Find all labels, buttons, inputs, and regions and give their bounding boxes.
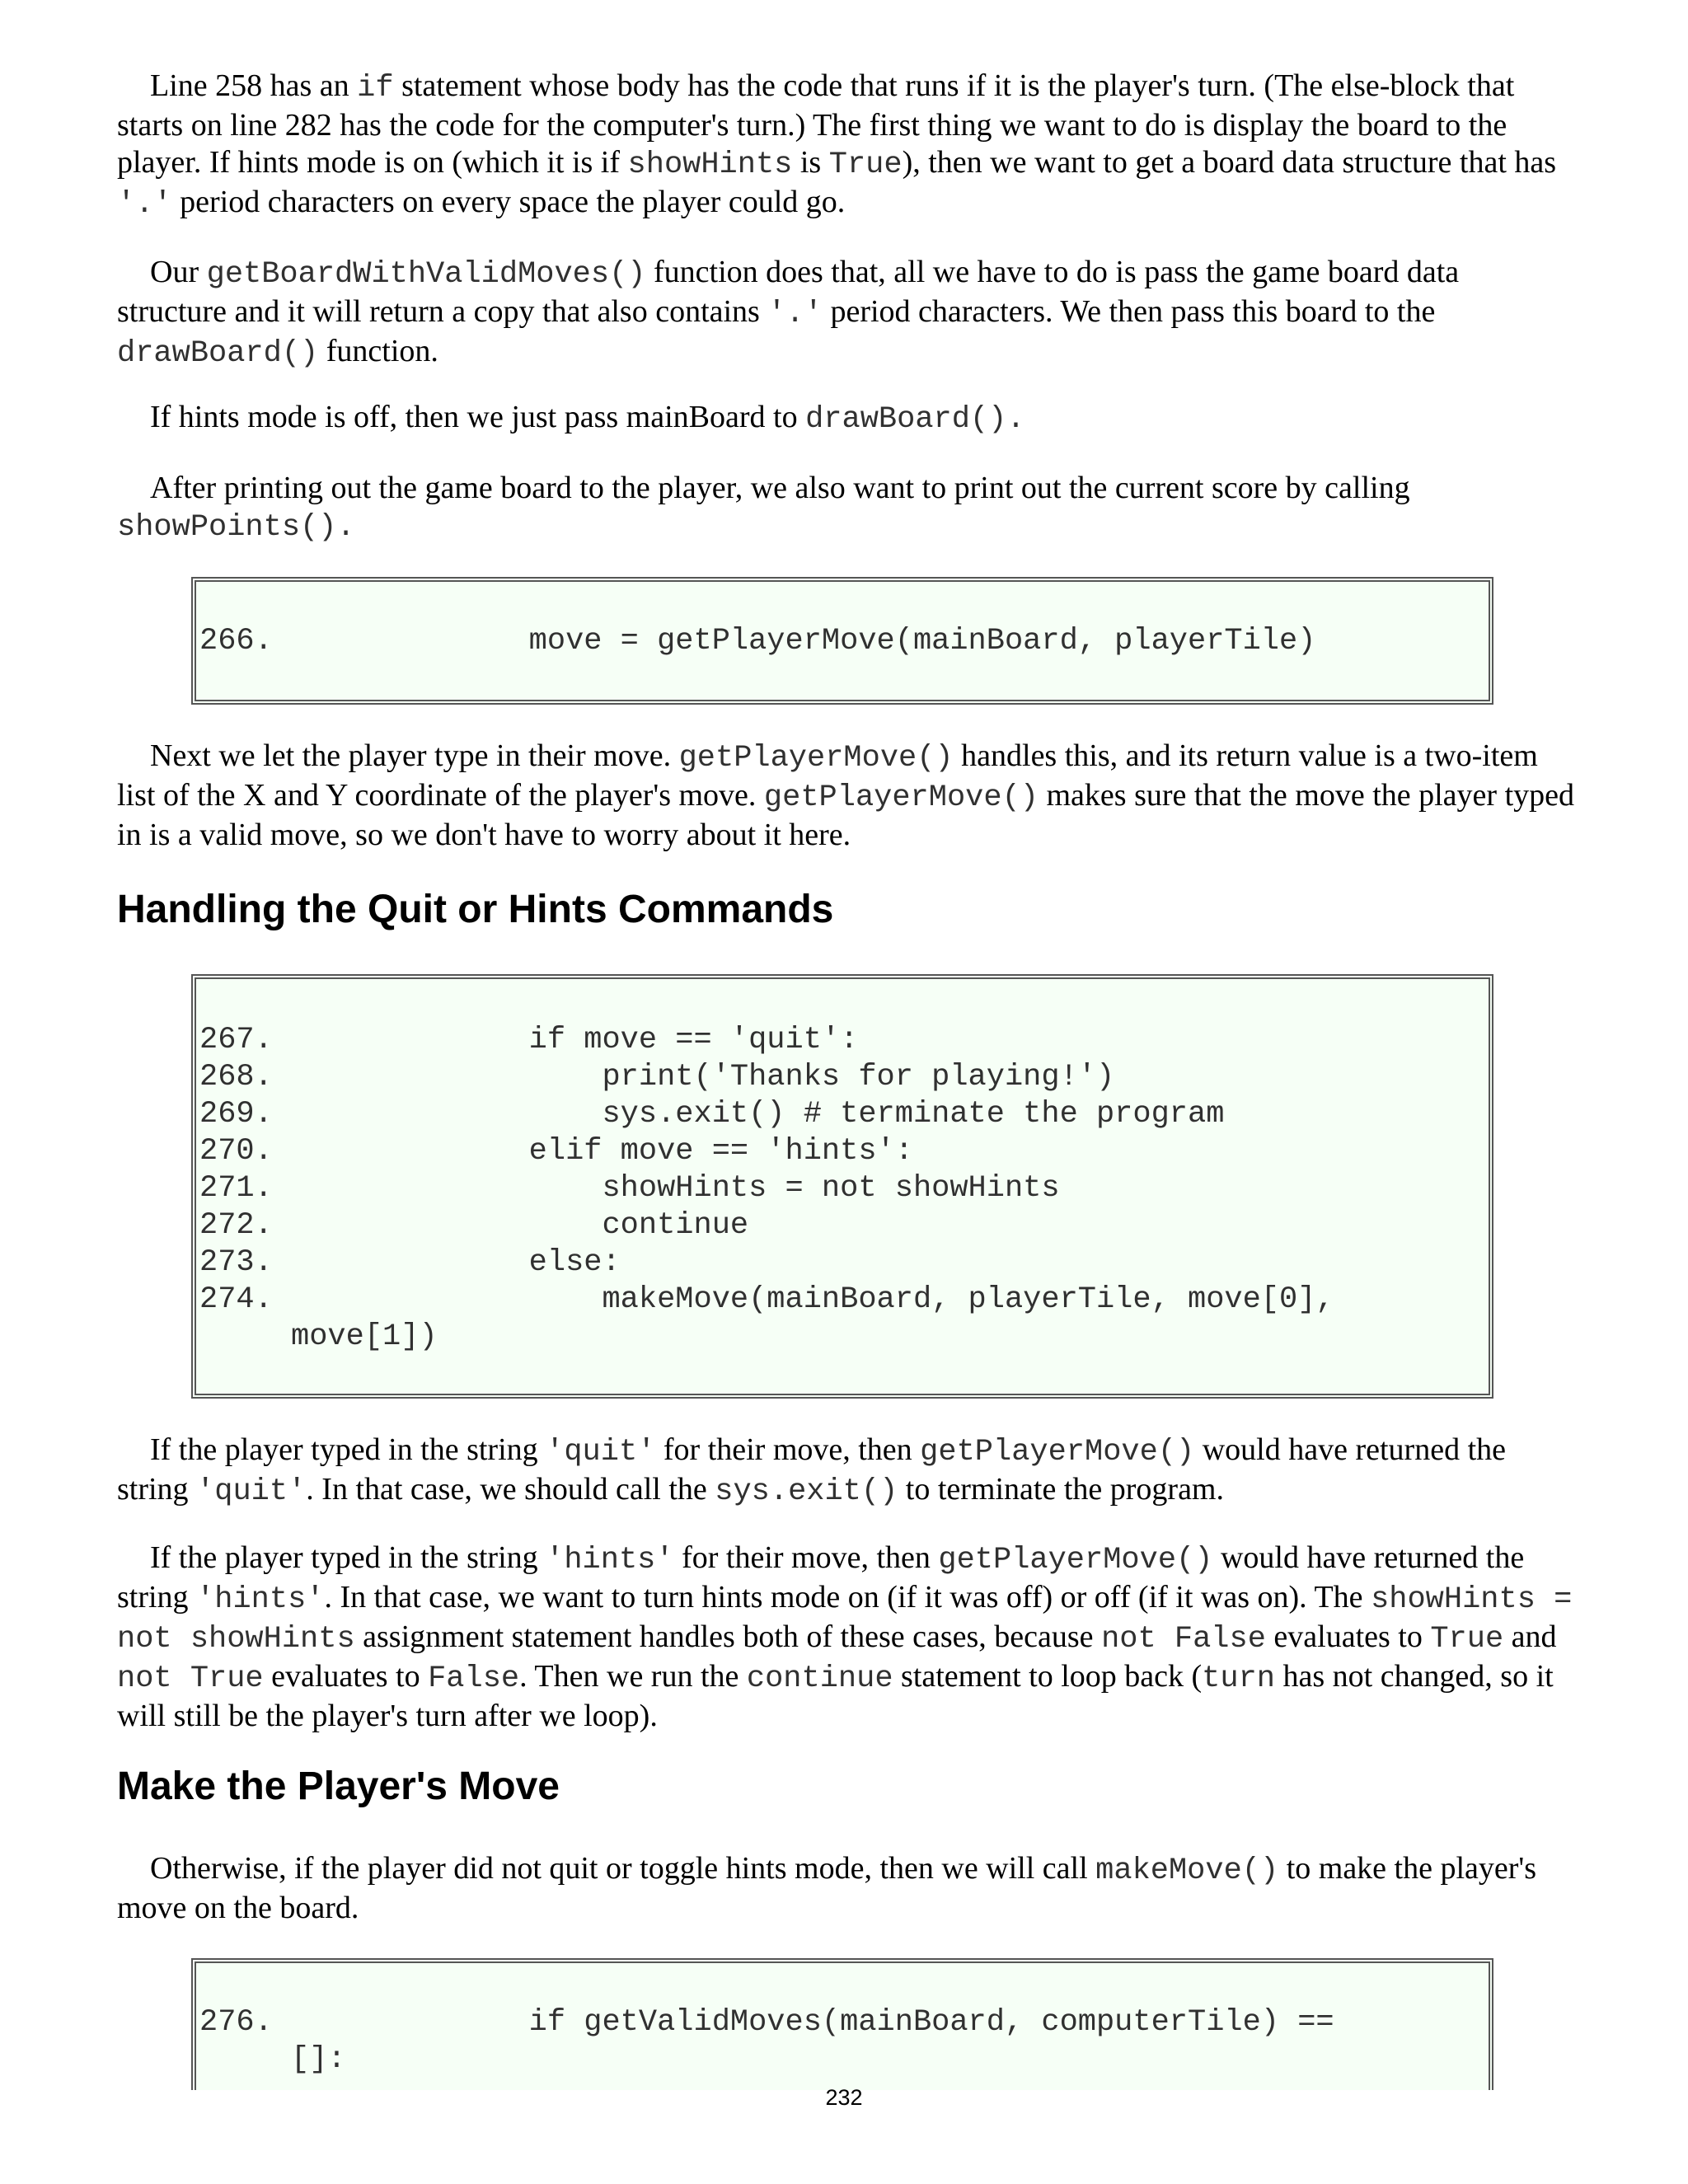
section-heading-quit-hints: Handling the Quit or Hints Commands [117,888,834,931]
inline-code: showPoints(). [117,510,355,545]
text: for their move, then [673,1540,939,1575]
inline-code: makeMove() [1095,1854,1279,1888]
text: . Then we run the [519,1659,747,1694]
text: has not changed, so it will still be the player's turn after we loop). [117,1659,1554,1733]
inline-code: 'hints' [196,1582,325,1617]
inline-code: True [828,148,903,182]
inline-code: showHints [627,148,793,182]
inline-code: 'hints' [546,1543,674,1577]
inline-code: sys.exit() [715,1474,898,1509]
inline-code: '.' [117,187,172,222]
text: statement to loop back ( [893,1659,1203,1694]
paragraph-hints [117,1540,1576,1735]
inline-code: not False [1101,1622,1266,1657]
text: After printing out the game board to the player, we also want to print out the current score by calling [150,471,1410,505]
code-block-276 [191,1958,1493,2090]
paragraph-player-turn [117,68,1576,223]
inline-code: getPlayerMove() [678,741,954,776]
text: is [792,145,829,180]
inline-code: getPlayerMove() [938,1543,1213,1577]
text: . In that case, we want to turn hints mode on (if it was off) or off (if it was on). The [324,1580,1372,1615]
text: statement whose body has the code that runs if it is the player's turn. (The else-block that starts on line 282 has the code for the computer's turn.) The first thing we want to do is display the board to the player. If hints mode is on (which it is if [117,68,1515,180]
inline-code: drawBoard(). [805,402,1025,437]
text: assignment statement handles both of these cases, because [354,1619,1102,1654]
text: to make the player's move on the board. [117,1851,1537,1925]
inline-code: turn [1202,1661,1275,1696]
inline-code: True [1430,1622,1504,1657]
inline-code: '.' [767,297,823,331]
text: period characters. We then pass this board to the [822,294,1436,329]
text: would have returned the string [117,1432,1506,1507]
text: If hints mode is off, then we just pass mainBoard to [150,400,806,434]
code-block-267-274 [191,974,1493,1399]
text: makes sure that the move the player typed in is a valid move, so we don't have to worry about it here. [117,778,1574,852]
inline-code: getPlayerMove() [763,780,1039,815]
paragraph-quit [117,1432,1576,1511]
inline-code: 'quit' [196,1474,307,1509]
paragraph-get-player-move [117,738,1576,854]
inline-code: if [357,71,394,105]
section-heading-player-move: Make the Player's Move [117,1765,560,1808]
code-text: 267. if move == 'quit': 268. print('Thanks for playing!') 269. sys.exit() # terminate the program 270. elif move == 'hints': 271. showHints = not showHints 272. continue 273. else: 274. makeMove(mainBoard, playerTile, move[0], move[1]) [199,1023,1334,1354]
inline-code: getBoardWithValidMoves() [206,257,646,292]
inline-code: getPlayerMove() [920,1435,1195,1469]
text: If the player typed in the string [150,1432,546,1467]
page-number: 232 [825,2085,863,2110]
text: Next we let the player type in their move. [150,738,679,773]
code-text: 276. if getValidMoves(mainBoard, computerTile) == []: [199,2005,1334,2077]
text: would have returned the string [117,1540,1525,1615]
paragraph-hints-off [117,399,1576,438]
inline-code: not True [117,1661,264,1696]
text: . In that case, we should call the [306,1472,715,1507]
text: evaluates to [1265,1619,1431,1654]
text: If the player typed in the string [150,1540,546,1575]
inline-code: showHints = not showHints [117,1582,1573,1657]
paragraph-board-with-valid-moves [117,254,1576,373]
text: Our [150,255,207,289]
text: Line 258 has an [150,68,358,103]
inline-code: False [428,1661,520,1696]
paragraph-show-points [117,470,1576,546]
inline-code: drawBoard() [117,336,319,371]
text: function. [318,334,438,368]
text: function does that, all we have to do is pass the game board data structure and it will return a copy that also contains [117,255,1460,329]
inline-code: continue [746,1661,893,1696]
text: for their move, then [655,1432,921,1467]
paragraph-make-move [117,1850,1576,1927]
text: ), then we want to get a board data structure that has [902,145,1557,180]
text: Otherwise, if the player did not quit or toggle hints mode, then we will call [150,1851,1096,1886]
text: evaluates to [263,1659,429,1694]
text: handles this, and its return value is a two-item list of the X and Y coordinate of the player's move. [117,738,1538,813]
text: period characters on every space the player could go. [171,185,846,219]
code-block-266 [191,577,1493,705]
code-text: 266. move = getPlayerMove(mainBoard, playerTile) [199,624,1316,658]
inline-code: 'quit' [546,1435,656,1469]
text: and [1503,1619,1557,1654]
text: to terminate the program. [898,1472,1224,1507]
